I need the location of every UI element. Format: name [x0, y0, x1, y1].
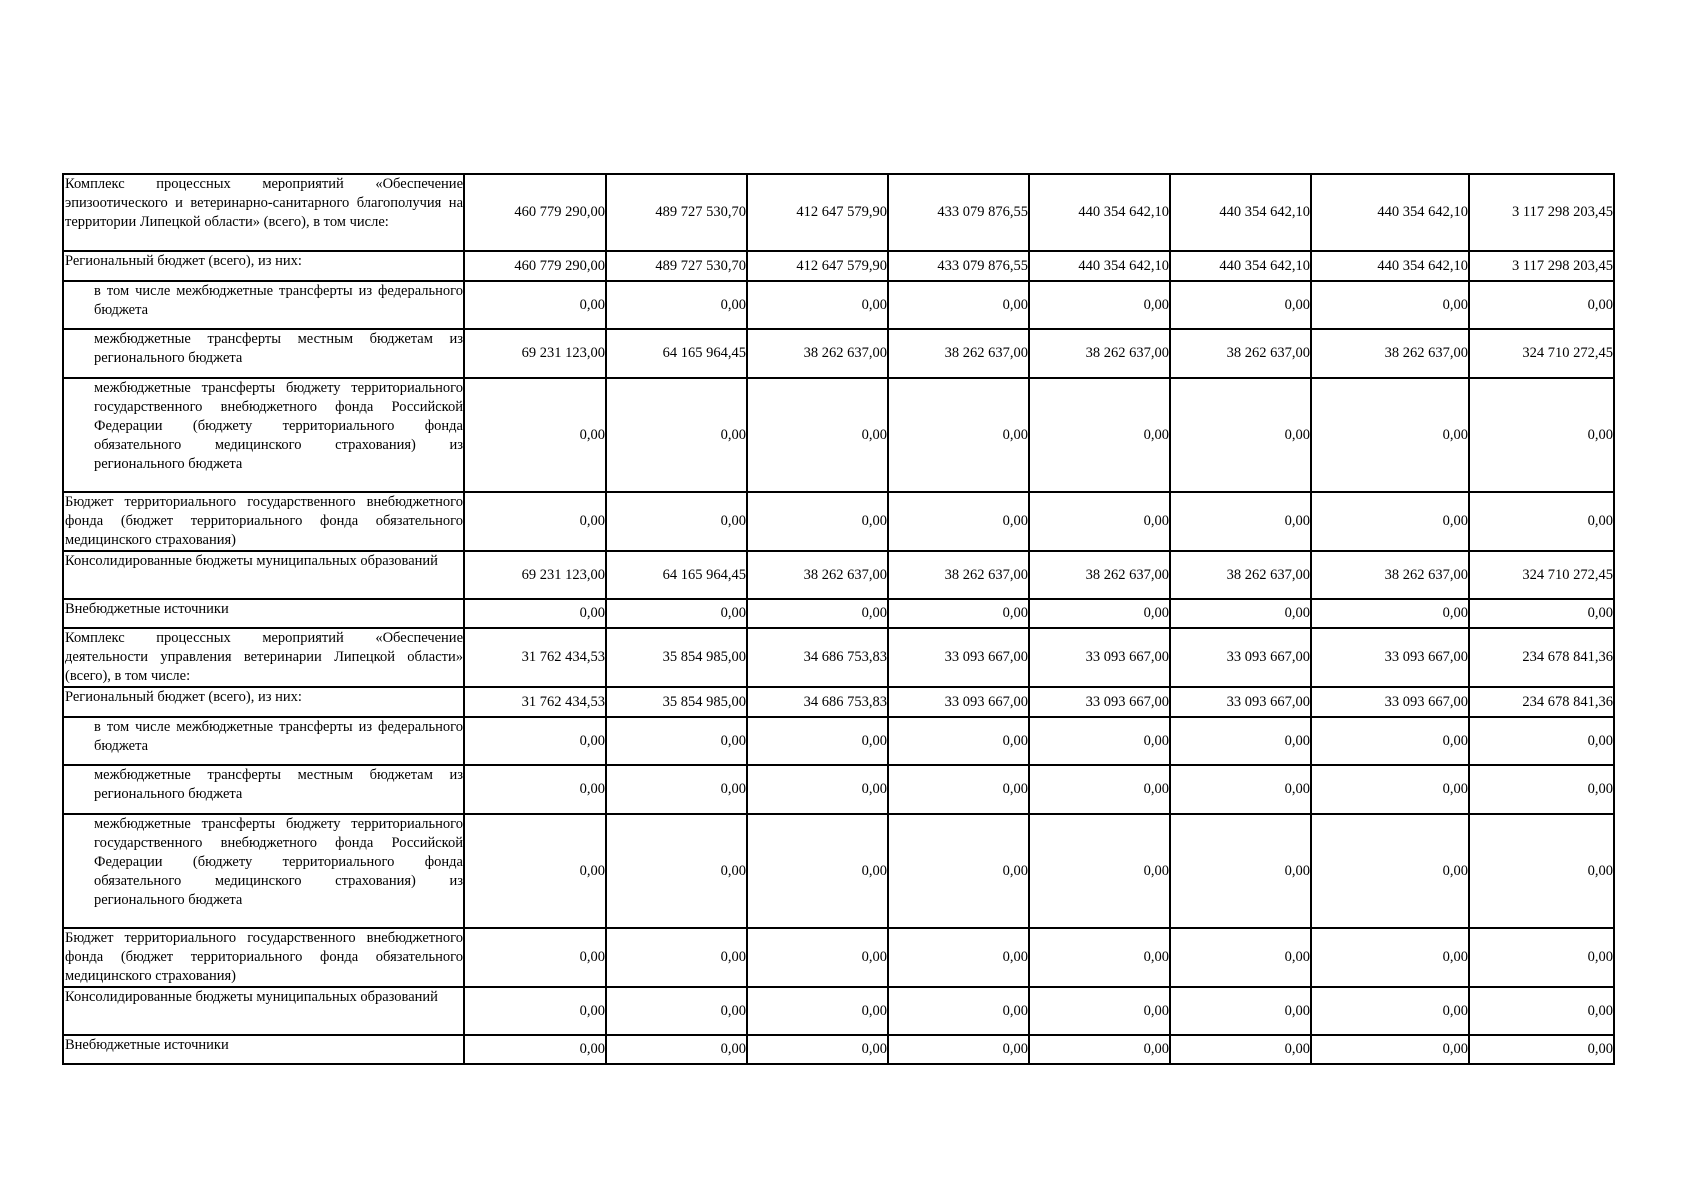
value-cell: 0,00 [747, 928, 888, 987]
value-cell: 0,00 [888, 281, 1029, 329]
budget-table [62, 173, 1615, 1065]
value-cell: 0,00 [1311, 765, 1469, 814]
value-cell: 0,00 [1029, 378, 1170, 492]
value-cell: 440 354 642,10 [1029, 251, 1170, 281]
table-row [63, 1035, 1614, 1064]
value-cell: 0,00 [606, 814, 747, 928]
value-cell: 34 686 753,83 [747, 687, 888, 717]
value-cell: 0,00 [1170, 928, 1311, 987]
value-cell: 33 093 667,00 [1311, 628, 1469, 687]
value-cell: 0,00 [888, 765, 1029, 814]
value-cell: 69 231 123,00 [464, 551, 606, 599]
row-label: Комплекс процессных мероприятий «Обеспечение деятельности управления ветеринарии Липецкой области» (всего), в том числе: [63, 628, 464, 687]
total-cell: 0,00 [1469, 765, 1614, 814]
total-cell: 0,00 [1469, 814, 1614, 928]
table-row [63, 628, 1614, 687]
value-cell: 0,00 [1170, 717, 1311, 765]
value-cell: 0,00 [888, 987, 1029, 1035]
value-cell: 0,00 [464, 281, 606, 329]
value-cell: 0,00 [606, 765, 747, 814]
value-cell: 0,00 [464, 928, 606, 987]
table-row [63, 551, 1614, 599]
value-cell: 0,00 [606, 492, 747, 551]
value-cell: 0,00 [1029, 987, 1170, 1035]
value-cell: 0,00 [747, 765, 888, 814]
value-cell: 0,00 [888, 717, 1029, 765]
total-cell: 0,00 [1469, 1035, 1614, 1064]
total-cell: 0,00 [1469, 987, 1614, 1035]
value-cell: 489 727 530,70 [606, 174, 747, 251]
row-label: межбюджетные трансферты бюджету территориального государственного внебюджетного фонда Российской Федерации (бюджету территориального фонда обязательного медицинского страхования) из регионального бюджета [63, 378, 464, 492]
table-row [63, 987, 1614, 1035]
value-cell: 0,00 [1170, 765, 1311, 814]
value-cell: 489 727 530,70 [606, 251, 747, 281]
value-cell: 0,00 [464, 717, 606, 765]
value-cell: 0,00 [1311, 281, 1469, 329]
value-cell: 0,00 [747, 378, 888, 492]
table-row [63, 281, 1614, 329]
value-cell: 0,00 [747, 492, 888, 551]
value-cell: 433 079 876,55 [888, 251, 1029, 281]
value-cell: 0,00 [606, 1035, 747, 1064]
total-cell: 0,00 [1469, 717, 1614, 765]
total-cell: 324 710 272,45 [1469, 551, 1614, 599]
table-row [63, 599, 1614, 628]
value-cell: 33 093 667,00 [1029, 687, 1170, 717]
value-cell: 440 354 642,10 [1311, 174, 1469, 251]
value-cell: 33 093 667,00 [1311, 687, 1469, 717]
value-cell: 38 262 637,00 [747, 329, 888, 378]
value-cell: 64 165 964,45 [606, 329, 747, 378]
value-cell: 0,00 [606, 928, 747, 987]
value-cell: 38 262 637,00 [1170, 551, 1311, 599]
total-cell: 0,00 [1469, 492, 1614, 551]
value-cell: 0,00 [1311, 1035, 1469, 1064]
table-row [63, 378, 1614, 492]
row-label: Комплекс процессных мероприятий «Обеспечение эпизоотического и ветеринарно-санитарного благополучия на территории Липецкой области» (всего), в том числе: [63, 174, 464, 251]
value-cell: 440 354 642,10 [1029, 174, 1170, 251]
value-cell: 433 079 876,55 [888, 174, 1029, 251]
total-cell: 3 117 298 203,45 [1469, 174, 1614, 251]
value-cell: 0,00 [888, 599, 1029, 628]
value-cell: 0,00 [1311, 814, 1469, 928]
total-cell: 0,00 [1469, 378, 1614, 492]
row-label: Бюджет территориального государственного внебюджетного фонда (бюджет территориального фонда обязательного медицинского страхования) [63, 492, 464, 551]
value-cell: 38 262 637,00 [1311, 551, 1469, 599]
row-label: Консолидированные бюджеты муниципальных образований [63, 987, 464, 1035]
table-row [63, 717, 1614, 765]
value-cell: 0,00 [1311, 378, 1469, 492]
table-body [63, 174, 1614, 1064]
value-cell: 0,00 [888, 814, 1029, 928]
value-cell: 31 762 434,53 [464, 687, 606, 717]
value-cell: 0,00 [464, 765, 606, 814]
value-cell: 35 854 985,00 [606, 628, 747, 687]
row-label: Внебюджетные источники [63, 599, 464, 628]
total-cell: 324 710 272,45 [1469, 329, 1614, 378]
value-cell: 0,00 [606, 987, 747, 1035]
total-cell: 0,00 [1469, 281, 1614, 329]
value-cell: 69 231 123,00 [464, 329, 606, 378]
value-cell: 33 093 667,00 [888, 628, 1029, 687]
value-cell: 0,00 [1029, 1035, 1170, 1064]
value-cell: 440 354 642,10 [1170, 174, 1311, 251]
table-row [63, 928, 1614, 987]
table-row [63, 174, 1614, 251]
value-cell: 38 262 637,00 [1029, 551, 1170, 599]
value-cell: 0,00 [888, 928, 1029, 987]
table-row [63, 814, 1614, 928]
value-cell: 0,00 [747, 281, 888, 329]
value-cell: 33 093 667,00 [1170, 687, 1311, 717]
value-cell: 440 354 642,10 [1311, 251, 1469, 281]
row-label: Бюджет территориального государственного внебюджетного фонда (бюджет территориального фонда обязательного медицинского страхования) [63, 928, 464, 987]
value-cell: 0,00 [464, 492, 606, 551]
value-cell: 0,00 [1170, 599, 1311, 628]
table-row [63, 687, 1614, 717]
value-cell: 38 262 637,00 [747, 551, 888, 599]
value-cell: 0,00 [1311, 928, 1469, 987]
value-cell: 0,00 [464, 1035, 606, 1064]
value-cell: 0,00 [747, 987, 888, 1035]
row-label: Региональный бюджет (всего), из них: [63, 251, 464, 281]
value-cell: 0,00 [1029, 928, 1170, 987]
row-label: в том числе межбюджетные трансферты из федерального бюджета [63, 281, 464, 329]
value-cell: 0,00 [1170, 378, 1311, 492]
value-cell: 0,00 [1029, 765, 1170, 814]
value-cell: 33 093 667,00 [1029, 628, 1170, 687]
value-cell: 0,00 [888, 492, 1029, 551]
row-label: Внебюджетные источники [63, 1035, 464, 1064]
value-cell: 0,00 [606, 378, 747, 492]
value-cell: 0,00 [1170, 987, 1311, 1035]
value-cell: 0,00 [1029, 492, 1170, 551]
value-cell: 0,00 [606, 717, 747, 765]
value-cell: 0,00 [1311, 492, 1469, 551]
value-cell: 0,00 [1029, 717, 1170, 765]
row-label: межбюджетные трансферты бюджету территориального государственного внебюджетного фонда Российской Федерации (бюджету территориального фонда обязательного медицинского страхования) из регионального бюджета [63, 814, 464, 928]
value-cell: 0,00 [1170, 281, 1311, 329]
value-cell: 0,00 [464, 987, 606, 1035]
row-label: Региональный бюджет (всего), из них: [63, 687, 464, 717]
total-cell: 234 678 841,36 [1469, 687, 1614, 717]
value-cell: 35 854 985,00 [606, 687, 747, 717]
value-cell: 0,00 [606, 281, 747, 329]
value-cell: 460 779 290,00 [464, 251, 606, 281]
total-cell: 3 117 298 203,45 [1469, 251, 1614, 281]
value-cell: 0,00 [888, 1035, 1029, 1064]
value-cell: 0,00 [464, 378, 606, 492]
value-cell: 412 647 579,90 [747, 251, 888, 281]
value-cell: 0,00 [888, 378, 1029, 492]
value-cell: 0,00 [1170, 814, 1311, 928]
row-label: межбюджетные трансферты местным бюджетам из регионального бюджета [63, 765, 464, 814]
value-cell: 0,00 [747, 1035, 888, 1064]
row-label: Консолидированные бюджеты муниципальных образований [63, 551, 464, 599]
value-cell: 34 686 753,83 [747, 628, 888, 687]
value-cell: 38 262 637,00 [1311, 329, 1469, 378]
value-cell: 38 262 637,00 [1029, 329, 1170, 378]
table-row [63, 251, 1614, 281]
value-cell: 0,00 [747, 717, 888, 765]
value-cell: 0,00 [1029, 814, 1170, 928]
value-cell: 0,00 [1311, 717, 1469, 765]
value-cell: 0,00 [464, 814, 606, 928]
value-cell: 31 762 434,53 [464, 628, 606, 687]
value-cell: 412 647 579,90 [747, 174, 888, 251]
row-label: межбюджетные трансферты местным бюджетам из регионального бюджета [63, 329, 464, 378]
value-cell: 38 262 637,00 [1170, 329, 1311, 378]
value-cell: 38 262 637,00 [888, 329, 1029, 378]
row-label: в том числе межбюджетные трансферты из федерального бюджета [63, 717, 464, 765]
table-row [63, 492, 1614, 551]
value-cell: 0,00 [606, 599, 747, 628]
value-cell: 0,00 [1029, 599, 1170, 628]
value-cell: 0,00 [1170, 492, 1311, 551]
value-cell: 0,00 [464, 599, 606, 628]
total-cell: 234 678 841,36 [1469, 628, 1614, 687]
value-cell: 0,00 [747, 599, 888, 628]
table-row [63, 765, 1614, 814]
total-cell: 0,00 [1469, 599, 1614, 628]
value-cell: 0,00 [747, 814, 888, 928]
value-cell: 33 093 667,00 [1170, 628, 1311, 687]
value-cell: 64 165 964,45 [606, 551, 747, 599]
value-cell: 0,00 [1029, 281, 1170, 329]
value-cell: 0,00 [1311, 599, 1469, 628]
value-cell: 38 262 637,00 [888, 551, 1029, 599]
value-cell: 440 354 642,10 [1170, 251, 1311, 281]
value-cell: 0,00 [1170, 1035, 1311, 1064]
value-cell: 0,00 [1311, 987, 1469, 1035]
table-row [63, 329, 1614, 378]
total-cell: 0,00 [1469, 928, 1614, 987]
value-cell: 460 779 290,00 [464, 174, 606, 251]
value-cell: 33 093 667,00 [888, 687, 1029, 717]
